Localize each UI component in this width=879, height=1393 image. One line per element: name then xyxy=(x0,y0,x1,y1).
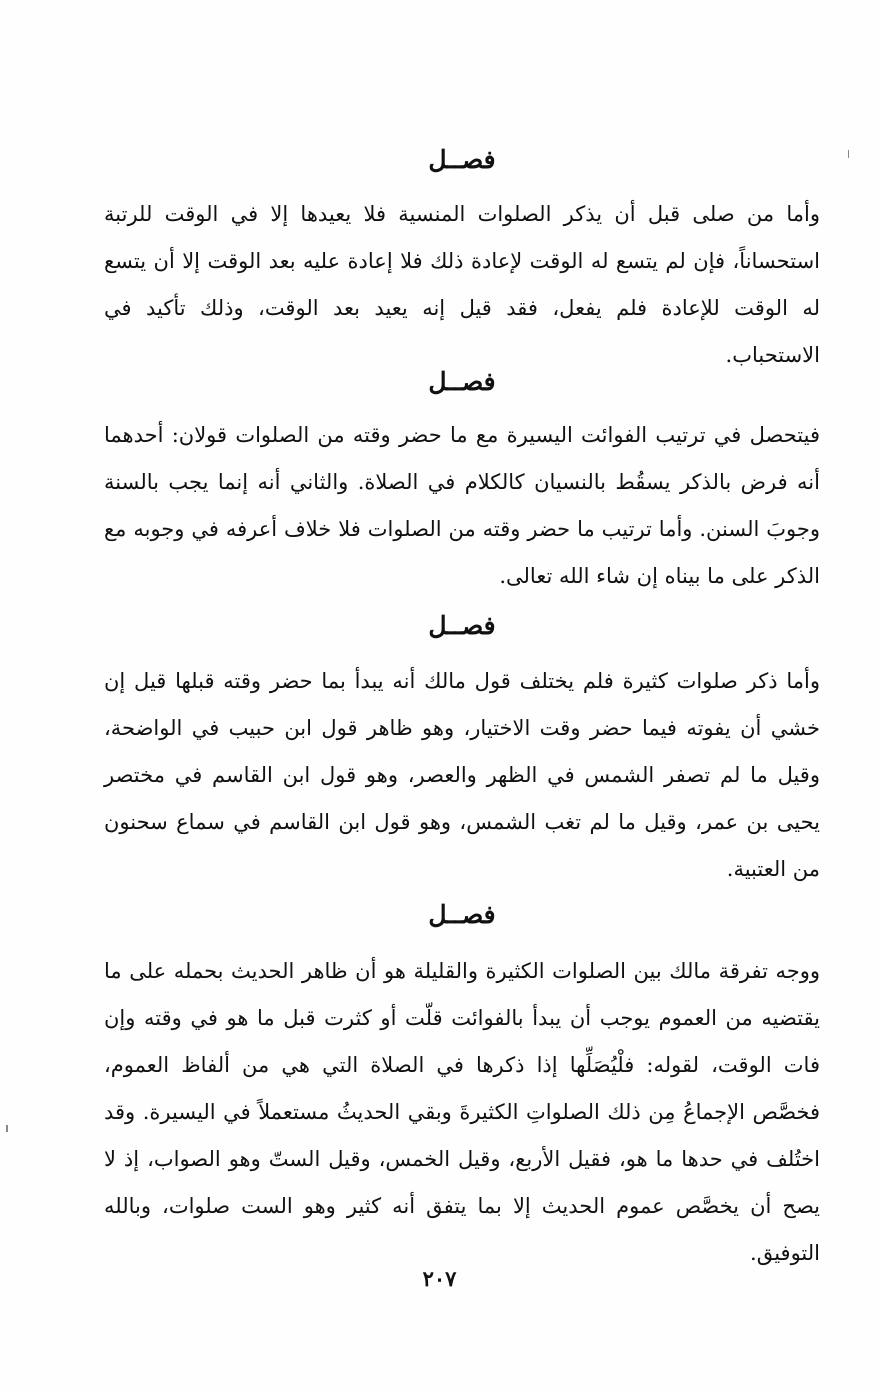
section-paragraph xyxy=(104,948,820,1277)
section-paragraph xyxy=(104,191,820,379)
section-paragraph xyxy=(104,658,820,893)
section-heading: فصــل xyxy=(428,367,496,396)
section-heading: فصــل xyxy=(428,900,496,929)
paragraph-text: ووجه تفرقة مالك بين الصلوات الكثيرة والقليلة هو أن ظاهر الحديث بحمله على ما يقتضيه من العموم يوجب أن يبدأ بالفوائت قلّت أو كثرت قبل ما هو في وقته وإن فات الوقت، لقوله: فلْيُصَلِّها إذا ذكرها في الصلاة التي هي من ألفاظ العموم، فخصَّص الإجماعُ مِن ذلك الصلواتِ الكثيرةَ وبقي الحديثُ مستعملاً في اليسيرة. وقد اختُلف في حدها ما هو، فقيل الأربع، وقيل الخمس، وقيل الستّ وهو الصواب، إذ لا يصح أن يخصَّص عموم الحديث إلا بما يتفق أنه كثير وهو الست صلوات، وبالله التوفيق. xyxy=(104,959,820,1265)
paragraph-text: وأما من صلى قبل أن يذكر الصلوات المنسية فلا يعيدها إلا في الوقت للرتبة استحساناً، فإن لم يتسع له الوقت لإعادة ذلك فلا إعادة عليه بعد الوقت إلا أن يتسع له الوقت للإعادة فلم يفعل، فقد قيل إنه يعيد بعد الوقت، وذلك تأكيد في الاستحباب. xyxy=(104,202,820,367)
page-number: ٢٠٧ xyxy=(422,1266,457,1291)
section-heading: فصــل xyxy=(428,145,496,174)
section-paragraph xyxy=(104,412,820,600)
scan-speck xyxy=(6,1125,8,1132)
paragraph-text: وأما ذكر صلوات كثيرة فلم يختلف قول مالك أنه يبدأ بما حضر وقته قبلها قيل إن خشي أن يفوته فيما حضر وقت الاختيار، وهو ظاهر قول ابن حبيب في الواضحة، وقيل ما لم تصفر الشمس في الظهر والعصر، وهو قول ابن القاسم في مختصر يحيى بن عمر، وقيل ما لم تغب الشمس، وهو قول ابن القاسم في سماع سحنون من العتبية. xyxy=(104,669,820,881)
section-heading: فصــل xyxy=(428,611,496,640)
paragraph-text: فيتحصل في ترتيب الفوائت اليسيرة مع ما حضر وقته من الصلوات قولان: أحدهما أنه فرض بالذكر يسقُط بالنسيان كالكلام في الصلاة. والثاني أنه إنما يجب بالسنة وجوبَ السنن. وأما ترتيب ما حضر وقته من الصلوات فلا خلاف أعرفه في وجوبه مع الذكر على ما بيناه إن شاء الله تعالى. xyxy=(104,423,820,588)
scan-speck xyxy=(848,150,849,158)
